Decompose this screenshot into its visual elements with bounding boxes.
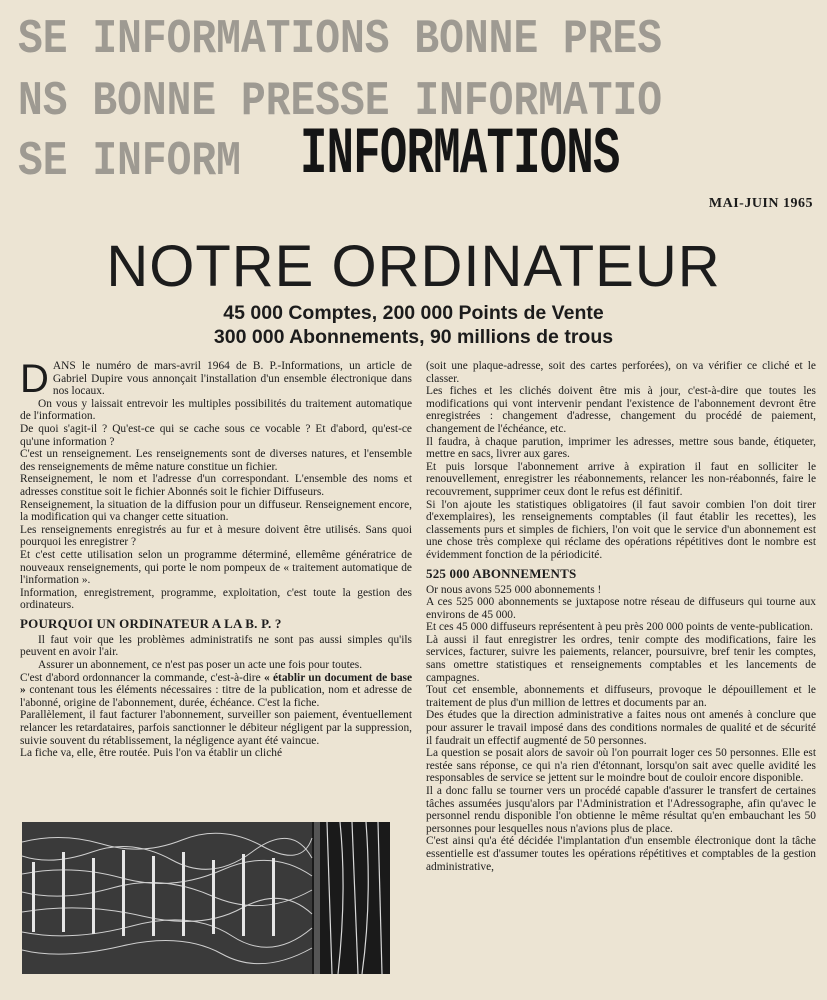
paragraph: [20, 357, 412, 401]
section-heading: 525 000 ABONNEMENTS: [426, 565, 577, 581]
paragraph: Renseignement, la situation de la diffusion pour un diffuseur. Renseignement encore, la modification qui va changer cette situation.: [20, 498, 412, 524]
paragraph: On vous y laissait entrevoir les multiples possibilités du traitement automatique de l'information.: [20, 397, 412, 423]
paragraph: Il faudra, à chaque parution, imprimer les adresses, mettre sous bande, étiqueter, mettre en sacs, livrer aux gares.: [426, 435, 816, 461]
paragraph: Information, enregistrement, programme, exploitation, c'est toute la gestion des ordinateurs.: [20, 586, 412, 612]
paragraph: De quoi s'agit-il ? Qu'est-ce qui se cache sous ce vocable ? Et d'abord, qu'est-ce qu'une information ?: [20, 422, 412, 448]
paragraph-text: ANS le numéro de mars-avril 1964 de B. P.-Informations, un article de Gabriel Dupire vous annonçait l'installation d'un ensemble électronique dans nos locaux.: [52, 360, 412, 398]
paragraph: C'est ainsi qu'a été décidée l'implantation d'un ensemble électronique dont la tâche essentielle est d'assumer toutes les opérations répétitives et comptables de la gestion administrative,: [426, 835, 816, 873]
article-subtitle-1: 45 000 Comptes, 200 000 Points de Vente: [223, 302, 604, 324]
article-subtitle-2: 300 000 Abonnements, 90 millions de trous: [213, 326, 614, 348]
computer-wiring-photo: [22, 822, 390, 974]
emphasis-text: « établir un document de base »: [20, 671, 412, 697]
paragraph-text: contenant tous les éléments nécessaires : titre de la publication, nom et adresse de l'abonné, origine de l'abonnement, durée, échéance. C'est la fiche.: [20, 684, 412, 709]
paragraph: A ces 525 000 abonnements se juxtapose notre réseau de diffuseurs qui tourne aux environs de 45 000.: [426, 596, 816, 621]
paragraph: Et puis lorsque l'abonnement arrive à expiration il faut en solliciter le renouvellement, enregistrer les réabonnements, relancer les non-réabonnés, faire le recouvrement, supprimer ceux dont le refus est définitif.: [426, 460, 816, 498]
drop-cap: D: [20, 357, 49, 401]
right-column: [426, 360, 816, 873]
paragraph: Et c'est cette utilisation selon un programme déterminé, ellemême génératrice de nouveaux renseignements, qui porte le nom pompeux de « traitement automatique de l'information ».: [20, 548, 412, 587]
paragraph: Tout cet ensemble, abonnements et diffuseurs, provoque le dépouillement et le traitement de plus d'un million de lettres et documents par an.: [426, 684, 816, 709]
left-column: [20, 357, 412, 760]
paragraph: C'est un renseignement. Les renseignements sont de diverses natures, et l'ensemble des renseignements de même nature constitue un fichier.: [20, 448, 412, 473]
paragraph: Des études que la direction administrative a faites nous ont amenés à conclure que pour assurer le travail imposé dans des conditions normales de qualité et de sécurité il faudrait un effectif augmenté de 50 personnes.: [426, 709, 816, 747]
paragraph-text: C'est d'abord ordonnancer la commande, c'est-à-dire: [20, 671, 264, 684]
paragraph: Assurer un abonnement, ce n'est pas poser un acte une fois pour toutes.: [38, 659, 363, 672]
paragraph: (soit une plaque-adresse, soit des cartes perforées), on va vérifier ce cliché et le classer.: [426, 360, 816, 385]
banner-line-1: SE INFORMATIONS BONNE PRES: [18, 13, 663, 67]
article-headline: NOTRE ORDINATEUR: [106, 234, 721, 299]
paragraph: Si l'on ajoute les statistiques obligatoires (il faut savoir combien l'on doit tirer d'exemplaires), les renseignements comptables (il faut établir les recettes), les classements purs et simples de fichiers, l'on voit que le service d'un abonnement est une chose très complexe qui réclame des opérations répétitives dont le nombre est évidemment fonction de la périodicité.: [426, 498, 816, 561]
paragraph: Il a donc fallu se tourner vers un procédé capable d'assurer le transfert de certaines tâches assumées jusqu'alors par l'Administration et l'Adressographe, afin qu'avec le personnel rendu disponible l'on obtienne le même résultat qu'en embauchant les 50 personnes pour lesquelles nous n'avions plus de place.: [426, 785, 816, 835]
paragraph: Les renseignements enregistrés au fur et à mesure doivent être utilisés. Sans quoi pourquoi les enregistrer ?: [20, 523, 412, 549]
paragraph: La fiche va, elle, être routée. Puis l'on va établir un cliché: [20, 747, 283, 760]
paragraph: Or nous avons 525 000 abonnements !: [426, 583, 602, 596]
banner-line-3: SE INFORM: [18, 135, 241, 189]
paragraph: Il faut voir que les problèmes administratifs ne sont pas aussi simples qu'ils peuvent en avoir l'air.: [20, 633, 412, 659]
paragraph: Renseignement, le nom et l'adresse d'un correspondant. L'ensemble des noms et adresses constitue soit le fichier Abonnés soit le fichier Diffuseurs.: [20, 473, 412, 498]
issue-date: MAI-JUIN 1965: [708, 196, 813, 211]
section-heading: POURQUOI UN ORDINATEUR A LA B. P. ?: [20, 615, 282, 631]
paragraph: [20, 672, 412, 710]
photo-illustration: [22, 822, 390, 974]
paragraph: Parallèlement, il faut facturer l'abonnement, surveiller son paiement, éventuellement relancer les retardataires, parfois sanctionner le débiteur négligent par la suppression, suivie souvent du rétablissement, la négligence ayant été vaincue.: [20, 709, 412, 747]
paragraph: Là aussi il faut enregistrer les ordres, tenir compte des modifications, faire les services, facturer, suivre les paiements, relancer, poursuivre, bref tenir les comptes, sans omettre statistiques et renseignements comptables et les lancements de campagnes.: [426, 633, 816, 684]
masthead-title: INFORMATIONS: [300, 117, 620, 192]
paragraph: Les fiches et les clichés doivent être mis à jour, c'est-à-dire que toutes les modifications qui vont intervenir pendant l'existence de l'abonnement devront être enregistrées : changement d'adresse, changement du procédé de paiement, changement de l'échéance, etc.: [426, 385, 816, 435]
paragraph: La question se posait alors de savoir où l'on pourrait loger ces 50 personnes. Elle est restée sans réponse, ce qui n'a rien d'étonnant, lorsqu'on sait avec quelle avidité les responsables de service se jettent sur le moindre bout de couloir encore disponible.: [426, 747, 816, 785]
banner-line-2: NS BONNE PRESSE INFORMATIO: [18, 75, 663, 129]
paragraph: Et ces 45 000 diffuseurs représentent à peu près 200 000 points de vente-publication.: [426, 621, 813, 634]
